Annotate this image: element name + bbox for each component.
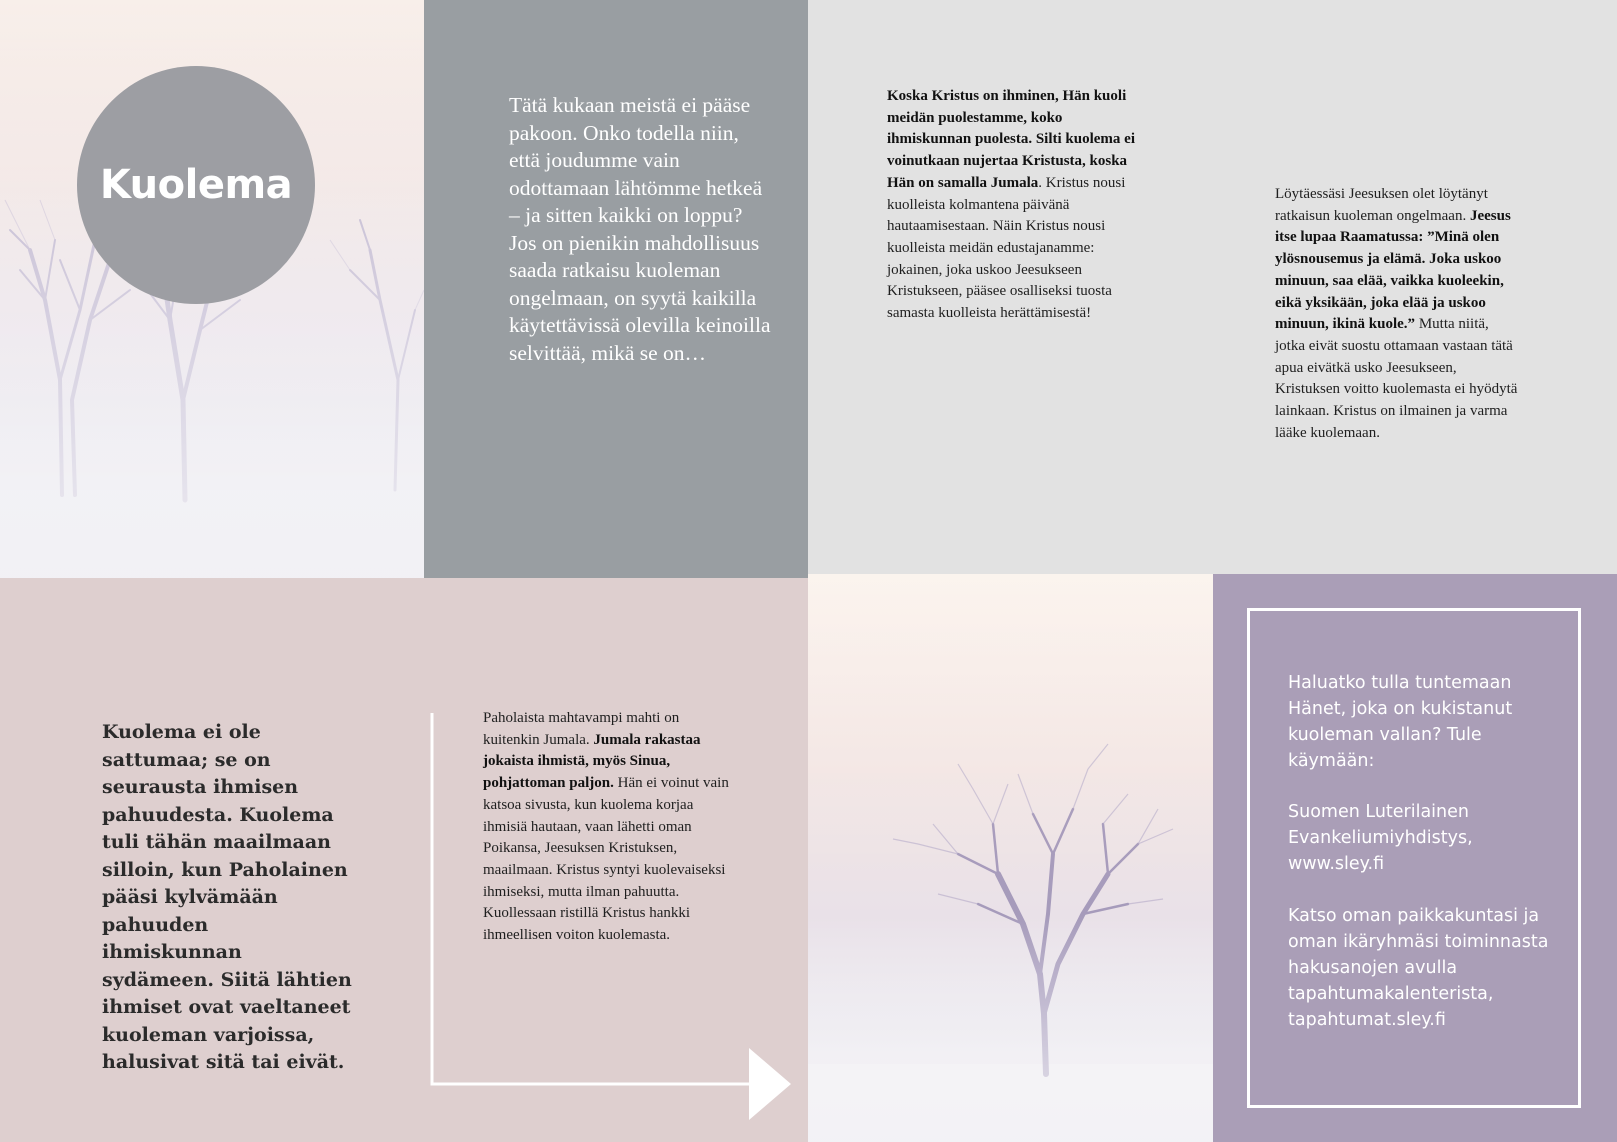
kristus-body-text: . Kristus nousi kuolleista kolmantena päivänä hautaamisestaan. Näin Kristus nousi kuolleista meidän edustajanamme: jokainen, joka uskoo Jeesukseen Kristukseen, pääsee osalliseksi tuosta samasta kuolleista herättämisestä! [887,174,1126,322]
paholainen-intro-text: Paholaista mahtavampi mahti on kuitenkin Jumala. [483,710,680,748]
paholainen-paragraph [483,708,733,947]
loytaessasi-intro-text: Löytäessäsi Jeesuksen olet löytänyt ratkaisun kuoleman ongelmaan. [1275,186,1488,224]
contact-panel [1213,574,1617,1142]
loytaessasi-paragraph [1275,184,1520,444]
contact-org-text: Suomen Luterilainen Evankeliumiyhdistys, www.sley.fi [1288,802,1473,874]
kristus-bold-text: Koska Kristus on ihminen, Hän kuoli meidän puolestamme, koko ihmiskunnan puolesta. Silti kuolema ei voinutkaan nujertaa Kristusta, koska Hän on samalla Jumala [887,88,1135,191]
kristus-panel [808,0,1617,574]
cover-photo-panel [0,0,424,578]
lead-text: Kuolema ei ole sattumaa; se on seurausta ihmisen pahuudesta. Kuolema tuli tähän maailmaan silloin, kun Paholainen pääsi kylvämään pahuuden ihmiskunnan sydämeen. Siitä lähtien ihmiset ovat vaeltaneet kuoleman varjoissa, halusivat sitä tai eivät. [102,721,352,1073]
loytaessasi-body-text: Mutta niitä, jotka eivät suostu ottamaan vastaan tätä apua eivätkä usko Jeesukseen, Kristuksen voitto kuolemasta ei hyödytä lainkaan. Kristus on ilmainen ja varma lääke kuolemaan. [1275,316,1518,441]
title-circle [77,66,315,304]
paholainen-body-text: Hän ei voinut vain katsoa sivusta, kun kuolema korjaa ihmisiä hautaan, vaan lähetti oman Poikansa, Jeesuksen Kristuksen, maailmaan. Kristus syntyi kuolevaiseksi ihmiseksi, mutta ilman pahuutta. Kuollessaan ristillä Kristus hankki ihmeellisen voiton kuolemasta. [483,775,729,944]
page-title: Kuolema [99,162,293,208]
lone-tree-photo-panel [808,574,1213,1142]
kristus-paragraph [887,86,1137,325]
lone-tree-photo [808,574,1213,1142]
paholainen-bold-text: Jumala rakastaa jokaista ihmistä, myös Sinua, pohjattoman paljon. [483,731,701,792]
bottom-pink-panel [0,578,808,1142]
intro-panel [424,0,808,578]
loytaessasi-bold-text: Jeesus itse lupaa Raamatussa: ”Minä olen ylösnousemus ja elämä. Joka uskoo minuun, saa elää, vaikka kuoleekin, eikä yksikään, joka elää ja uskoo minuun, ikinä kuole.” [1275,207,1511,333]
intro-text: Tätä kukaan meistä ei pääse pakoon. Onko todella niin, että joudumme vain odottamaan lähtömme hetkeä – ja sitten kaikki on loppu? Jos on pienikin mahdollisuus saada ratkaisu kuoleman ongelmaan, on syytä kaikilla käytettävissä olevilla keinoilla selvittää, mikä se on… [509,93,771,365]
contact-invite-text: Haluatko tulla tuntemaan Hänet, joka on kukistanut kuoleman vallan? Tule käymään: [1288,673,1513,771]
contact-local-text: Katso oman paikkakuntasi ja oman ikäryhmäsi toiminnasta hakusanojen avulla tapahtumakalenterista, tapahtumat.sley.fi [1288,906,1549,1030]
